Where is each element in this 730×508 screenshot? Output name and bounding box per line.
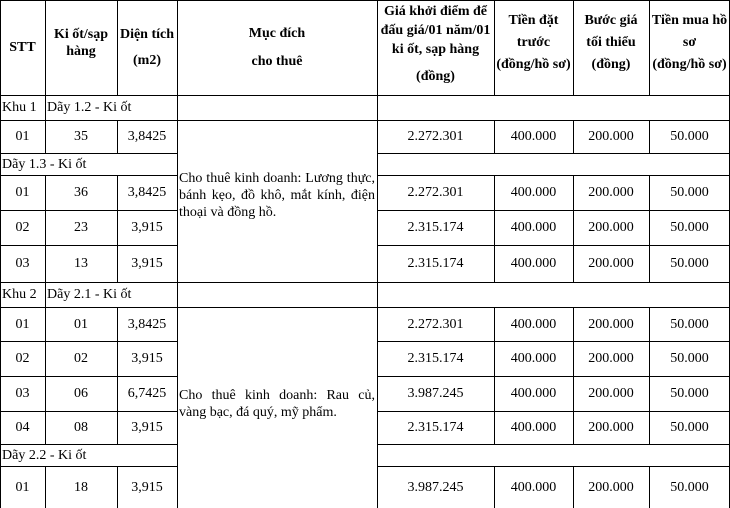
- cell-min-step: 200.000: [588, 316, 634, 332]
- cell-file-fee: 50.000: [670, 185, 709, 200]
- cell-deposit: 400.000: [510, 185, 557, 200]
- cell-stt: 01: [15, 129, 30, 144]
- grid-line: [494, 307, 495, 444]
- grid-line: [117, 466, 118, 508]
- cell-area: 3,915: [131, 420, 163, 435]
- header-start-price-line3: ki ốt, sạp hàng: [391, 42, 480, 57]
- grid-line: [377, 0, 378, 508]
- grid-line: [0, 210, 177, 211]
- cell-min-step: 200.000: [588, 351, 634, 366]
- cell-area: 6,7425: [127, 386, 167, 401]
- grid-line: [0, 153, 177, 154]
- grid-line: [0, 120, 729, 121]
- cell-file-fee: 50.000: [670, 420, 709, 435]
- grid-line: [0, 341, 177, 342]
- header-start-price: [377, 0, 494, 95]
- grid-line: [0, 95, 729, 96]
- grid-line: [573, 307, 574, 444]
- cell-stt: 01: [15, 316, 30, 332]
- header-start-price-line1: Giá khởi điểm để: [383, 4, 488, 19]
- grid-line: [45, 95, 46, 120]
- grid-line: [0, 376, 177, 377]
- header-file-fee: [649, 0, 730, 95]
- header-deposit-line3: (đồng/hồ sơ): [496, 57, 571, 72]
- grid-line: [377, 444, 729, 445]
- cell-min-step: 200.000: [588, 256, 634, 271]
- grid-line: [494, 0, 495, 95]
- grid-line: [649, 307, 650, 444]
- grid-line: [45, 120, 46, 153]
- grid-line: [377, 153, 729, 154]
- header-stt: [0, 0, 45, 95]
- grid-line: [377, 210, 729, 211]
- cell-start-price: 2.315.174: [407, 351, 464, 366]
- section-day13-label: Dãy 1.3 - Ki ốt: [2, 156, 87, 172]
- cell-area: 3,8425: [127, 185, 167, 200]
- cell-kiot: 01: [74, 316, 88, 332]
- cell-kiot: 18: [74, 479, 88, 495]
- grid-line: [117, 0, 118, 95]
- grid-line: [494, 120, 495, 153]
- header-min-step-line1: Bước giá: [584, 13, 638, 28]
- cell-min-step: 200.000: [588, 386, 634, 401]
- section-khu1-label: Dãy 1.2 - Ki ốt: [47, 100, 132, 115]
- grid-line: [377, 245, 729, 246]
- header-min-step-line3: (đồng): [591, 57, 631, 72]
- grid-line: [649, 0, 650, 95]
- grid-line: [649, 120, 650, 153]
- grid-line: [377, 411, 729, 412]
- cell-area: 3,8425: [127, 129, 167, 144]
- cell-kiot: 13: [74, 256, 88, 271]
- grid-line: [377, 466, 729, 467]
- grid-line: [0, 245, 177, 246]
- cell-start-price: 3.987.245: [407, 479, 464, 495]
- cell-min-step: 200.000: [588, 220, 634, 235]
- grid-line: [649, 466, 650, 508]
- cell-min-step: 200.000: [588, 129, 634, 144]
- cell-deposit: 400.000: [510, 316, 557, 332]
- cell-deposit: 400.000: [510, 220, 557, 235]
- cell-file-fee: 50.000: [670, 129, 709, 144]
- grid-line: [573, 466, 574, 508]
- cell-file-fee: 50.000: [670, 220, 709, 235]
- section-khu2-zone: Khu 2: [2, 287, 37, 302]
- grid-line: [0, 0, 1, 508]
- header-file-fee-line1: Tiền mua hồ: [651, 13, 728, 28]
- grid-line: [117, 120, 118, 153]
- cell-file-fee: 50.000: [670, 316, 709, 332]
- grid-line: [45, 466, 46, 508]
- cell-kiot: 23: [74, 220, 88, 235]
- header-area: [117, 0, 177, 95]
- grid-line: [0, 307, 729, 308]
- header-purpose-line1: Mục đích: [248, 26, 306, 41]
- grid-line: [45, 0, 46, 95]
- header-min-step: [573, 0, 649, 95]
- grid-line: [45, 175, 46, 282]
- cell-deposit: 400.000: [510, 420, 557, 435]
- cell-deposit: 400.000: [510, 479, 557, 495]
- grid-line: [0, 175, 177, 176]
- cell-kiot: 02: [74, 351, 88, 366]
- cell-start-price: 3.987.245: [407, 386, 464, 401]
- cell-min-step: 200.000: [588, 479, 634, 495]
- section-khu1-zone: Khu 1: [2, 100, 37, 115]
- header-deposit-line2: trước: [516, 35, 551, 50]
- cell-start-price: 2.315.174: [407, 420, 464, 435]
- header-deposit: [494, 0, 573, 95]
- grid-line: [573, 120, 574, 153]
- grid-line: [0, 411, 177, 412]
- header-start-price-line4: (đồng): [416, 69, 455, 84]
- cell-file-fee: 50.000: [670, 256, 709, 271]
- cell-stt: 01: [15, 479, 30, 495]
- cell-stt: 03: [15, 256, 30, 271]
- grid-line: [377, 376, 729, 377]
- header-kiot: [45, 0, 117, 95]
- grid-line: [45, 307, 46, 444]
- cell-deposit: 400.000: [510, 129, 557, 144]
- grid-line: [494, 175, 495, 282]
- cell-deposit: 400.000: [510, 386, 557, 401]
- section-khu2-label: Dãy 2.1 - Ki ốt: [47, 287, 132, 302]
- grid-line: [0, 0, 729, 1]
- header-purpose: [177, 0, 377, 95]
- cell-min-step: 200.000: [588, 420, 634, 435]
- header-stt-text: STT: [9, 40, 36, 55]
- cell-stt: 02: [15, 220, 30, 235]
- grid-line: [117, 307, 118, 444]
- cell-stt: 01: [15, 185, 30, 200]
- cell-area: 3,915: [131, 479, 163, 495]
- cell-kiot: 06: [74, 386, 88, 401]
- header-area-line2: (m2): [133, 53, 161, 68]
- header-deposit-line1: Tiền đặt: [508, 13, 559, 28]
- grid-line: [0, 444, 177, 445]
- cell-stt: 03: [15, 386, 30, 401]
- cell-stt: 04: [15, 420, 30, 435]
- grid-line: [0, 282, 729, 283]
- cell-start-price: 2.272.301: [407, 129, 464, 144]
- cell-start-price: 2.272.301: [407, 316, 464, 332]
- cell-area: 3,915: [131, 220, 163, 235]
- cell-area: 3,8425: [127, 316, 167, 332]
- cell-deposit: 400.000: [510, 351, 557, 366]
- cell-file-fee: 50.000: [670, 479, 709, 495]
- cell-file-fee: 50.000: [670, 351, 709, 366]
- header-kiot-line1: Ki ốt/sạp: [53, 27, 109, 42]
- cell-area: 3,915: [131, 256, 163, 271]
- purpose-group2: Cho thuê kinh doanh: Rau củ, vàng bạc, đá quý, mỹ phẩm.: [179, 388, 375, 420]
- grid-line: [649, 175, 650, 282]
- grid-line: [377, 175, 729, 176]
- header-start-price-line2: đấu giá/01 năm/01: [380, 23, 491, 38]
- grid-line: [0, 466, 177, 467]
- cell-kiot: 35: [74, 129, 88, 144]
- grid-line: [117, 175, 118, 282]
- section-day22-label: Dãy 2.2 - Ki ốt: [2, 447, 87, 463]
- header-file-fee-line3: (đồng/hồ sơ): [652, 57, 727, 72]
- header-file-fee-line2: sơ: [682, 35, 697, 50]
- grid-line: [177, 0, 178, 508]
- cell-kiot: 36: [74, 185, 88, 200]
- grid-line: [573, 0, 574, 95]
- cell-file-fee: 50.000: [670, 386, 709, 401]
- cell-kiot: 08: [74, 420, 88, 435]
- grid-line: [573, 175, 574, 282]
- header-min-step-line2: tối thiểu: [586, 35, 636, 50]
- header-area-line1: Diện tích: [119, 27, 175, 42]
- cell-deposit: 400.000: [510, 256, 557, 271]
- grid-line: [45, 282, 46, 307]
- grid-line: [377, 341, 729, 342]
- cell-start-price: 2.315.174: [407, 220, 464, 235]
- cell-min-step: 200.000: [588, 185, 634, 200]
- cell-stt: 02: [15, 351, 30, 366]
- cell-start-price: 2.315.174: [407, 256, 464, 271]
- purpose-group1: Cho thuê kinh doanh: Lương thực, bánh kẹo, đồ khô, mắt kính, điện thoại và đồng hồ.: [179, 171, 375, 220]
- header-purpose-line2: cho thuê: [251, 54, 303, 69]
- cell-area: 3,915: [131, 351, 163, 366]
- grid-line: [494, 466, 495, 508]
- header-kiot-line2: hàng: [66, 44, 96, 59]
- cell-start-price: 2.272.301: [407, 185, 464, 200]
